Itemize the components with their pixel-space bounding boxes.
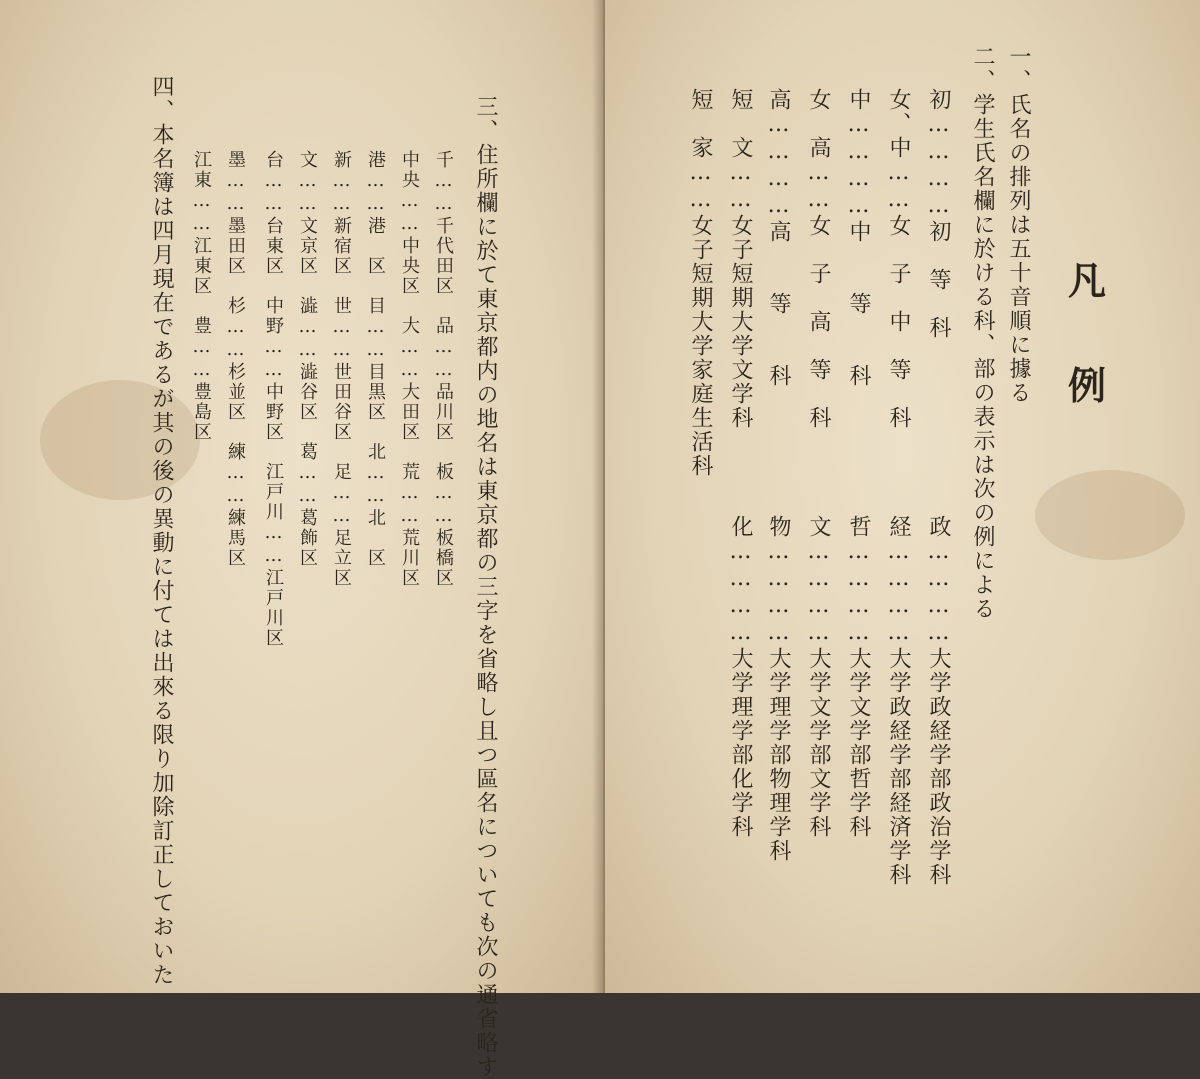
- rule-4-text: 四、本名簿は四月現在であるが其の後の異動に付ては出來る限り加除訂正しておいた: [149, 75, 174, 987]
- division-row: 経…………大学政経学部経済学科: [886, 515, 911, 887]
- division-row: 高…………高 等 科: [766, 88, 791, 388]
- division-row: 女 高……女 子 高 等 科: [806, 88, 831, 430]
- division-row: 文…………大学文学部文学科: [806, 515, 831, 839]
- ward-row: 台……台東区 中野……中野区 江戸川……江戸川区: [263, 150, 284, 648]
- paper-stain: [1035, 470, 1185, 560]
- division-row: 短 文……女子短期大学文学科: [728, 88, 753, 430]
- division-row: 哲…………大学文学部哲学科: [846, 515, 871, 839]
- right-page: [605, 0, 1200, 993]
- division-row: 短 家……女子短期大学家庭生活科: [688, 88, 713, 478]
- division-row: 中…………中 等 科: [846, 88, 871, 388]
- rule-3-heading: 三、住所欄に於て東京都内の地名は東京都の三字を省略し且つ區名についても次の通省略す: [473, 95, 498, 1079]
- ward-row: 中央……中央区 大……大田区 荒……荒川区: [399, 150, 420, 588]
- ward-row: 新……新宿区 世……世田谷区 足……足立区: [331, 150, 352, 588]
- rule-2-heading: 二、学生氏名欄に於ける科、部の表示は次の例による: [970, 45, 995, 621]
- ward-row: 江東……江東区 豊……豊島区: [191, 150, 212, 442]
- rule-1-text: 一、氏名の排列は五十音順に據る: [1006, 45, 1031, 405]
- ward-row: 港……港 区 目……目黒区 北……北 区: [365, 150, 386, 568]
- ward-row: 千……千代田区 品……品川区 板……板橋区: [433, 150, 454, 588]
- page-title-char: 凡: [1068, 258, 1107, 303]
- division-row: 化…………大学理学部化学科: [728, 515, 753, 839]
- ward-row: 墨……墨田区 杉……杉並区 練……練馬区: [225, 150, 246, 568]
- page-title-char: 例: [1068, 363, 1107, 408]
- ward-row: 文……文京区 澁……澁谷区 葛……葛飾区: [297, 150, 318, 568]
- division-row: 初…………初 等 科: [926, 88, 951, 340]
- division-row: 物…………大学理学部物理学科: [766, 515, 791, 863]
- division-row: 女、中……女 子 中 等 科: [886, 88, 911, 430]
- division-row: 政…………大学政経学部政治学科: [926, 515, 951, 887]
- paper-stain: [40, 380, 200, 500]
